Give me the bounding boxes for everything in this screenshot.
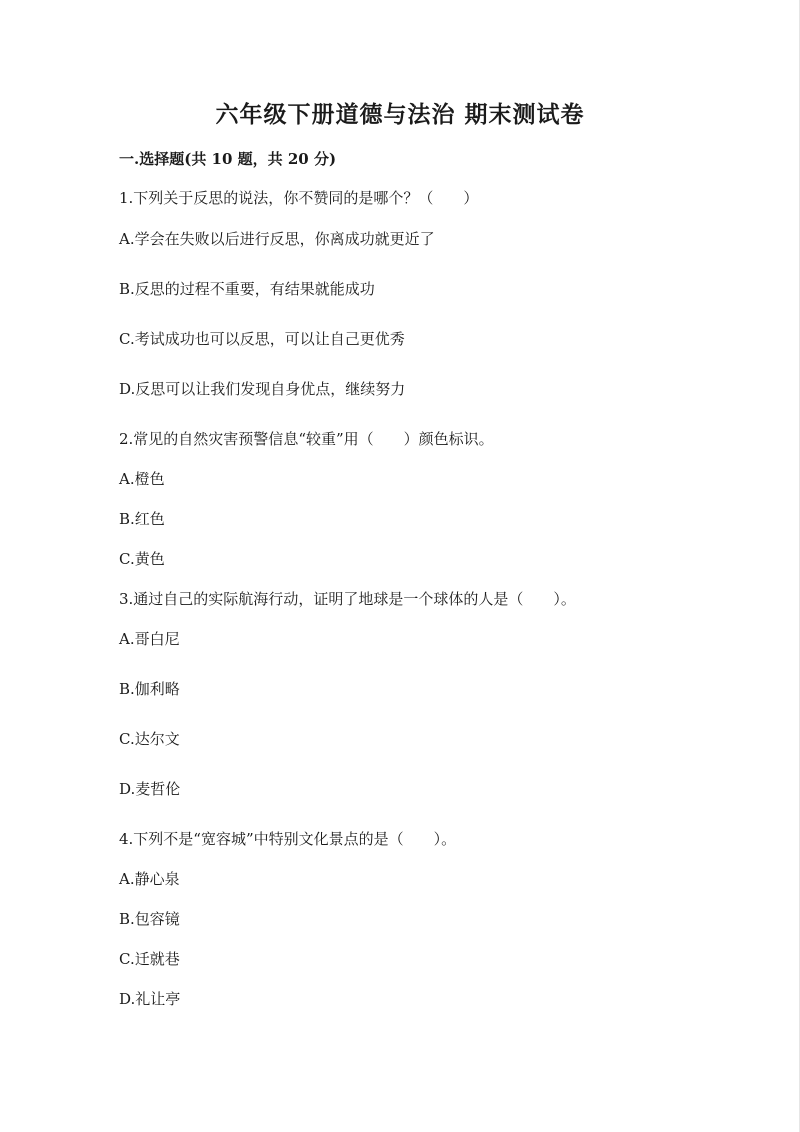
question-2-option-b: B.红色 [119, 510, 165, 528]
question-3-option-c: C.达尔文 [119, 730, 180, 748]
question-4-stem: 4.下列不是“宽容城”中特别文化景点的是（ ）。 [119, 830, 457, 848]
question-3-option-b: B.伽利略 [119, 680, 180, 698]
question-3-option-a: A.哥白尼 [119, 630, 180, 648]
question-1-option-a: A.学会在失败以后进行反思，你离成功就更近了 [119, 230, 435, 248]
question-2-stem: 2.常见的自然灾害预警信息“较重”用（ ）颜色标识。 [119, 430, 494, 448]
question-2-option-c: C.黄色 [119, 550, 165, 568]
question-4-option-b: B.包容镜 [119, 910, 180, 928]
question-3-option-d: D.麦哲伦 [119, 780, 181, 798]
question-4-option-c: C.迁就巷 [119, 950, 180, 968]
question-1-stem: 1.下列关于反思的说法，你不赞同的是哪个？（ ） [119, 189, 479, 207]
question-2-option-a: A.橙色 [119, 470, 165, 488]
question-1-option-d: D.反思可以让我们发现自身优点，继续努力 [119, 380, 406, 398]
section-heading: 一.选择题(共 10 题，共 20 分) [119, 150, 337, 168]
question-4-option-a: A.静心泉 [119, 870, 180, 888]
exam-title: 六年级下册道德与法治 期末测试卷 [215, 101, 585, 128]
question-4-option-d: D.礼让亭 [119, 990, 181, 1008]
question-1-option-c: C.考试成功也可以反思，可以让自己更优秀 [119, 330, 405, 348]
question-1-option-b: B.反思的过程不重要，有结果就能成功 [119, 280, 375, 298]
question-3-stem: 3.通过自己的实际航海行动，证明了地球是一个球体的人是（ ）。 [119, 590, 576, 608]
